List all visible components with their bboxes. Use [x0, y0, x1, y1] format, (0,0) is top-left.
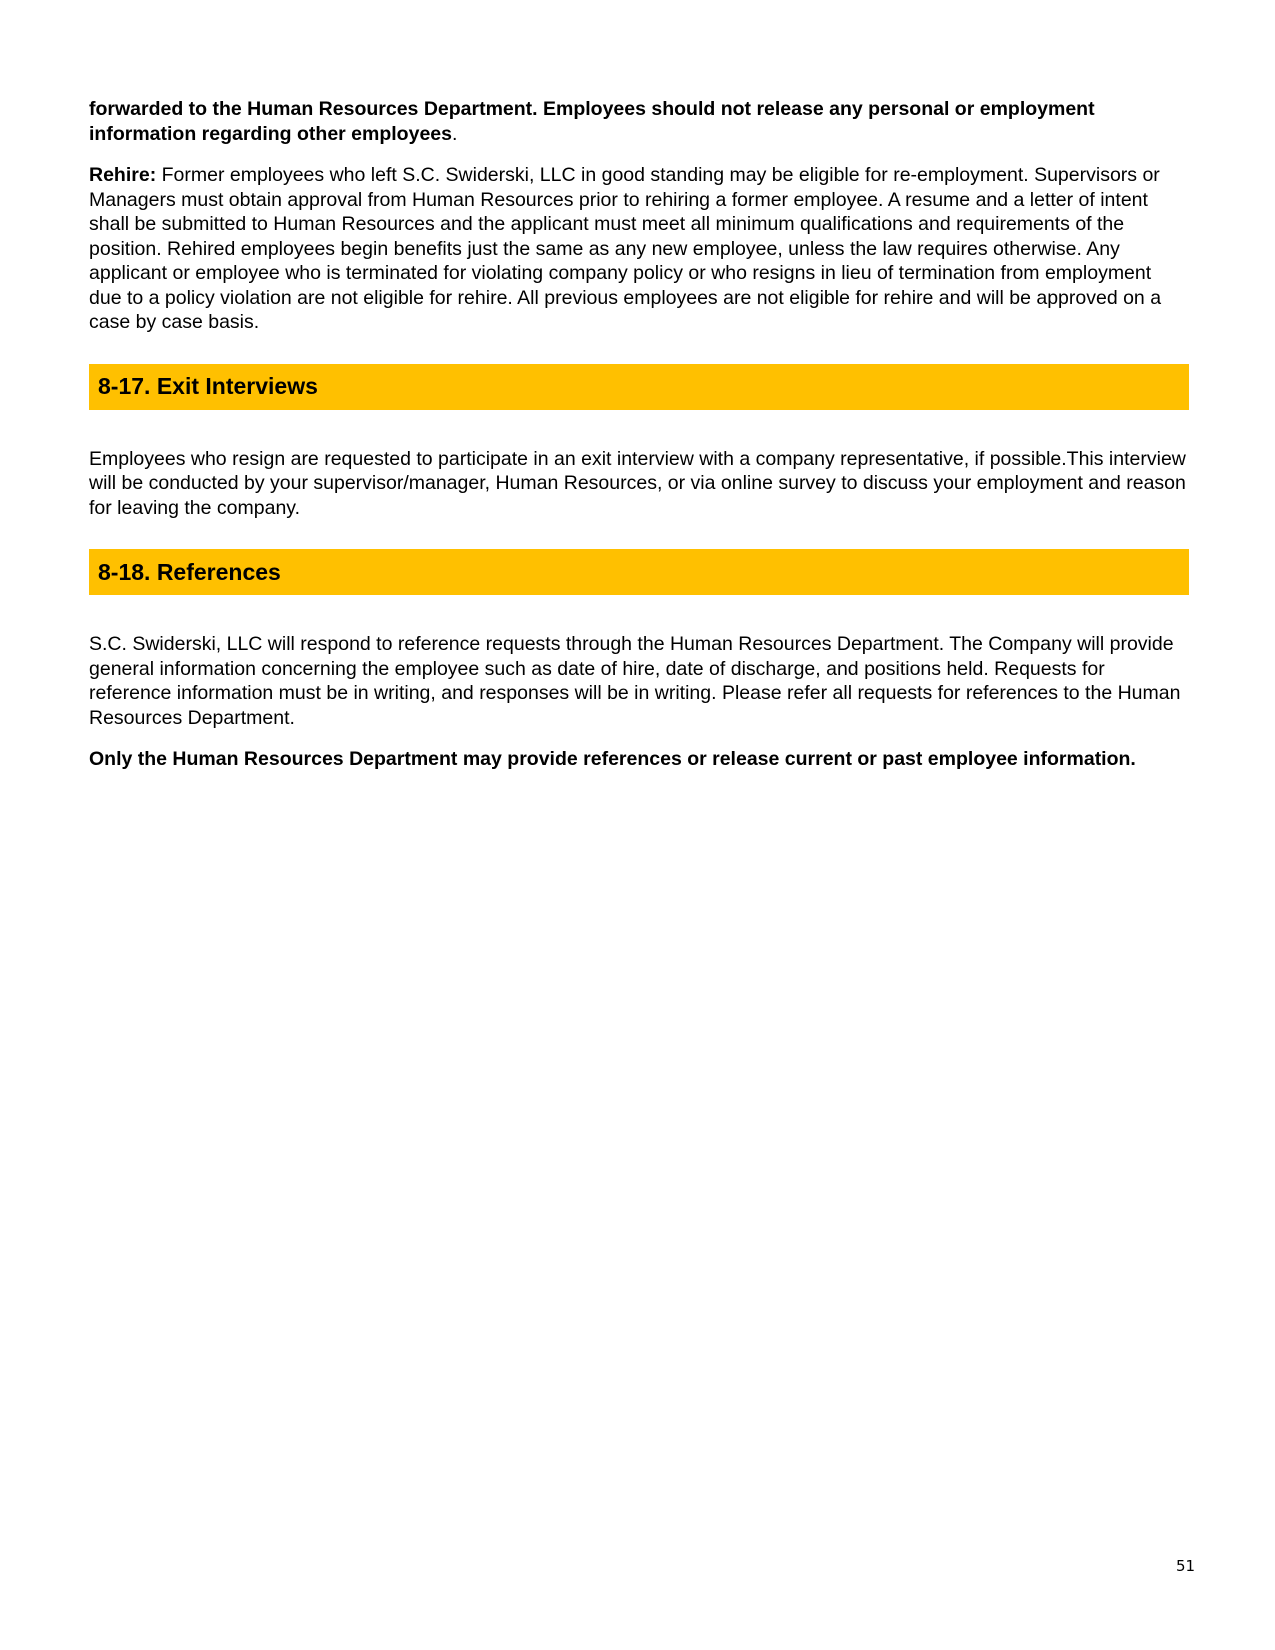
section-heading-exit-interviews [89, 364, 1189, 410]
rehire-paragraph [89, 163, 1189, 335]
rehire-label: Rehire: [89, 164, 157, 186]
page-content [89, 97, 1189, 772]
section-heading-references [89, 549, 1189, 595]
section-heading-text: 8-17. Exit Interviews [98, 373, 318, 399]
continuation-bold-text: forwarded to the Human Resources Department. Employees should not release any personal or employment information regarding other employees [89, 98, 1095, 145]
continuation-end-text: . [451, 122, 458, 145]
references-note: Only the Human Resources Department may provide references or release current or past employee information. [89, 748, 1136, 770]
continuation-paragraph [89, 97, 1189, 146]
section-heading-text: 8-18. References [98, 558, 281, 585]
references-paragraph: S.C. Swiderski, LLC will respond to reference requests through the Human Resources Department. The Company will provide general information concerning the employee such as date of hire, date of discharge, and positions held. Requests for reference information must be in writing, and responses will be in writing. Please refer all requests for references to the Human Resources Department. [89, 633, 1181, 729]
rehire-text: Former employees who left S.C. Swiderski, LLC in good standing may be eligible for re-employment. Supervisors or Managers must obtain approval from Human Resources prior to rehiring a former employee. A resume and a letter of intent shall be submitted to Human Resources and the applicant must meet all minimum qualifications and requirements of the position. Rehired employees begin benefits just the same as any new employee, unless the law requires otherwise. Any applicant or employee who is terminated for violating company policy or who resigns in lieu of termination from employment due to a policy violation are not eligible for rehire. All previous employees are not eligible for rehire and will be approved on a case by case basis. [89, 164, 1162, 333]
page-number: 51 [1176, 1557, 1196, 1575]
exit-interviews-paragraph: Employees who resign are requested to participate in an exit interview with a company representative, if possible.This interview will be conducted by your supervisor/manager, Human Resources, or via online survey to discuss your employment and reason for leaving the company. [89, 447, 1186, 519]
